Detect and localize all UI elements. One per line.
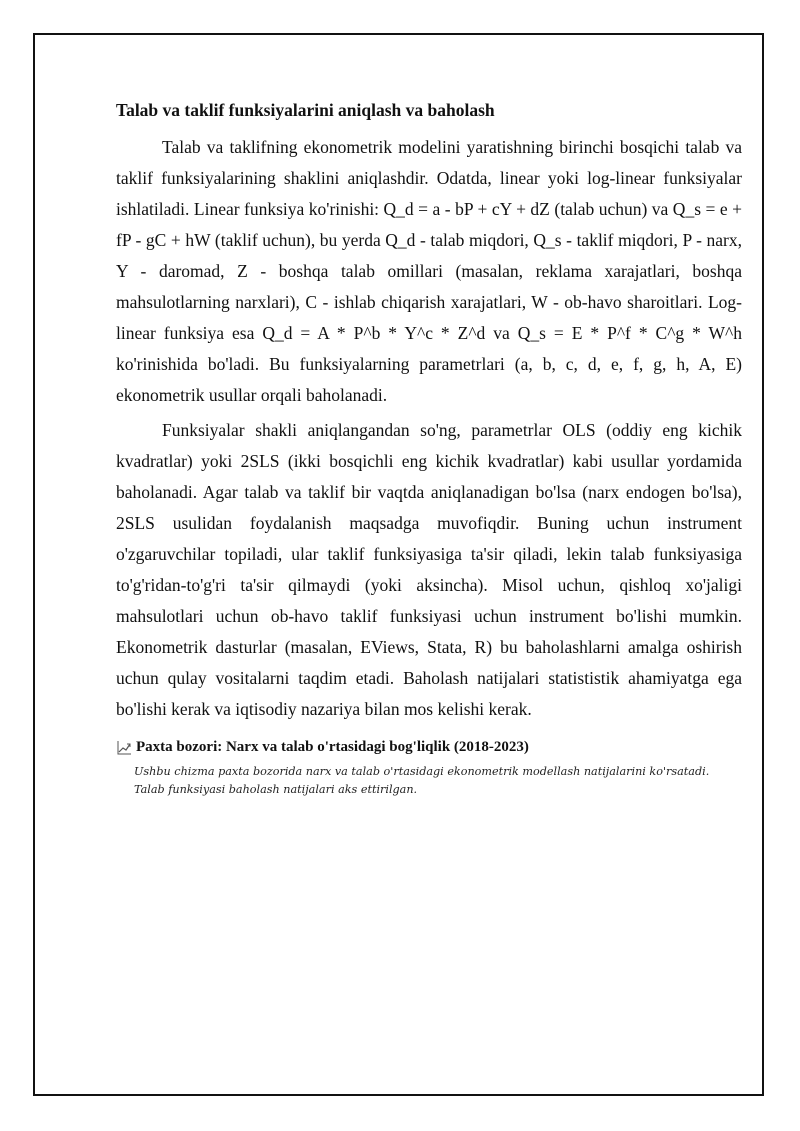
figure-title-row — [116, 737, 742, 757]
figure-block — [116, 737, 742, 799]
section-heading: Talab va taklif funksiyalarini aniqlash va baholash — [116, 100, 495, 120]
paragraph-2: Funksiyalar shakli aniqlangandan so'ng, parametrlar OLS (oddiy eng kichik kvadratlar) yoki 2SLS (ikki bosqichli eng kichik kvadratlar) kabi usullar yordamida baholanadi. Agar talab va taklif bir vaqtda aniqlanadigan bo'lsa (narx endogen bo'lsa), 2SLS usulidan foydalanish maqsadga muvofiqdir. Buning uchun instrument o'zgaruvchilar topiladi, ular taklif funksiyasiga ta'sir qiladi, lekin talab funksiyasiga to'g'ridan-to'g'ri ta'sir qilmaydi (yoki aksincha). Misol uchun, qishloq xo'jaligi mahsulotlari uchun ob-havo taklif funksiyasi uchun instrument bo'lishi mumkin. Ekonometrik dasturlar (masalan, EViews, Stata, R) bu baholashlarni amalga oshirish uchun qulay vositalarni taqdim etadi. Baholash natijalari statististik ahamiyatga ega bo'lishi kerak va iqtisodiy nazariya bilan mos kelishi kerak. — [116, 420, 742, 719]
figure-title: Paxta bozori: Narx va talab o'rtasidagi bog'liqlik (2018-2023) — [136, 739, 529, 755]
chart-increasing-icon — [116, 739, 132, 755]
figure-caption: Ushbu chizma paxta bozorida narx va talab o'rtasidagi ekonometrik modellash natijalarini ko'rsatadi. Talab funksiyasi baholash natijalari aks ettirilgan. — [134, 765, 710, 796]
document-body — [116, 98, 742, 799]
paragraph-1: Talab va taklifning ekonometrik modelini yaratishning birinchi bosqichi talab va taklif funksiyalarining shaklini aniqlashdir. Odatda, linear yoki log-linear funksiyalar ishlatiladi. Linear funksiya ko'rinishi: Q_d = a - bP + cY + dZ (talab uchun) va Q_s = e + fP - gC + hW (taklif uchun), bu yerda Q_d - talab miqdori, Q_s - taklif miqdori, P - narx, Y - daromad, Z - boshqa talab omillari (masalan, reklama xarajatlari, boshqa mahsulotlarning narxlari), C - ishlab chiqarish xarajatlari, W - ob-havo sharoitlari. Log-linear funksiya esa Q_d = A * P^b * Y^c * Z^d va Q_s = E * P^f * C^g * W^h ko'rinishida bo'ladi. Bu funksiyalarning parametrlari (a, b, c, d, e, f, g, h, A, E) ekonometrik usullar orqali baholanadi. — [116, 137, 742, 405]
